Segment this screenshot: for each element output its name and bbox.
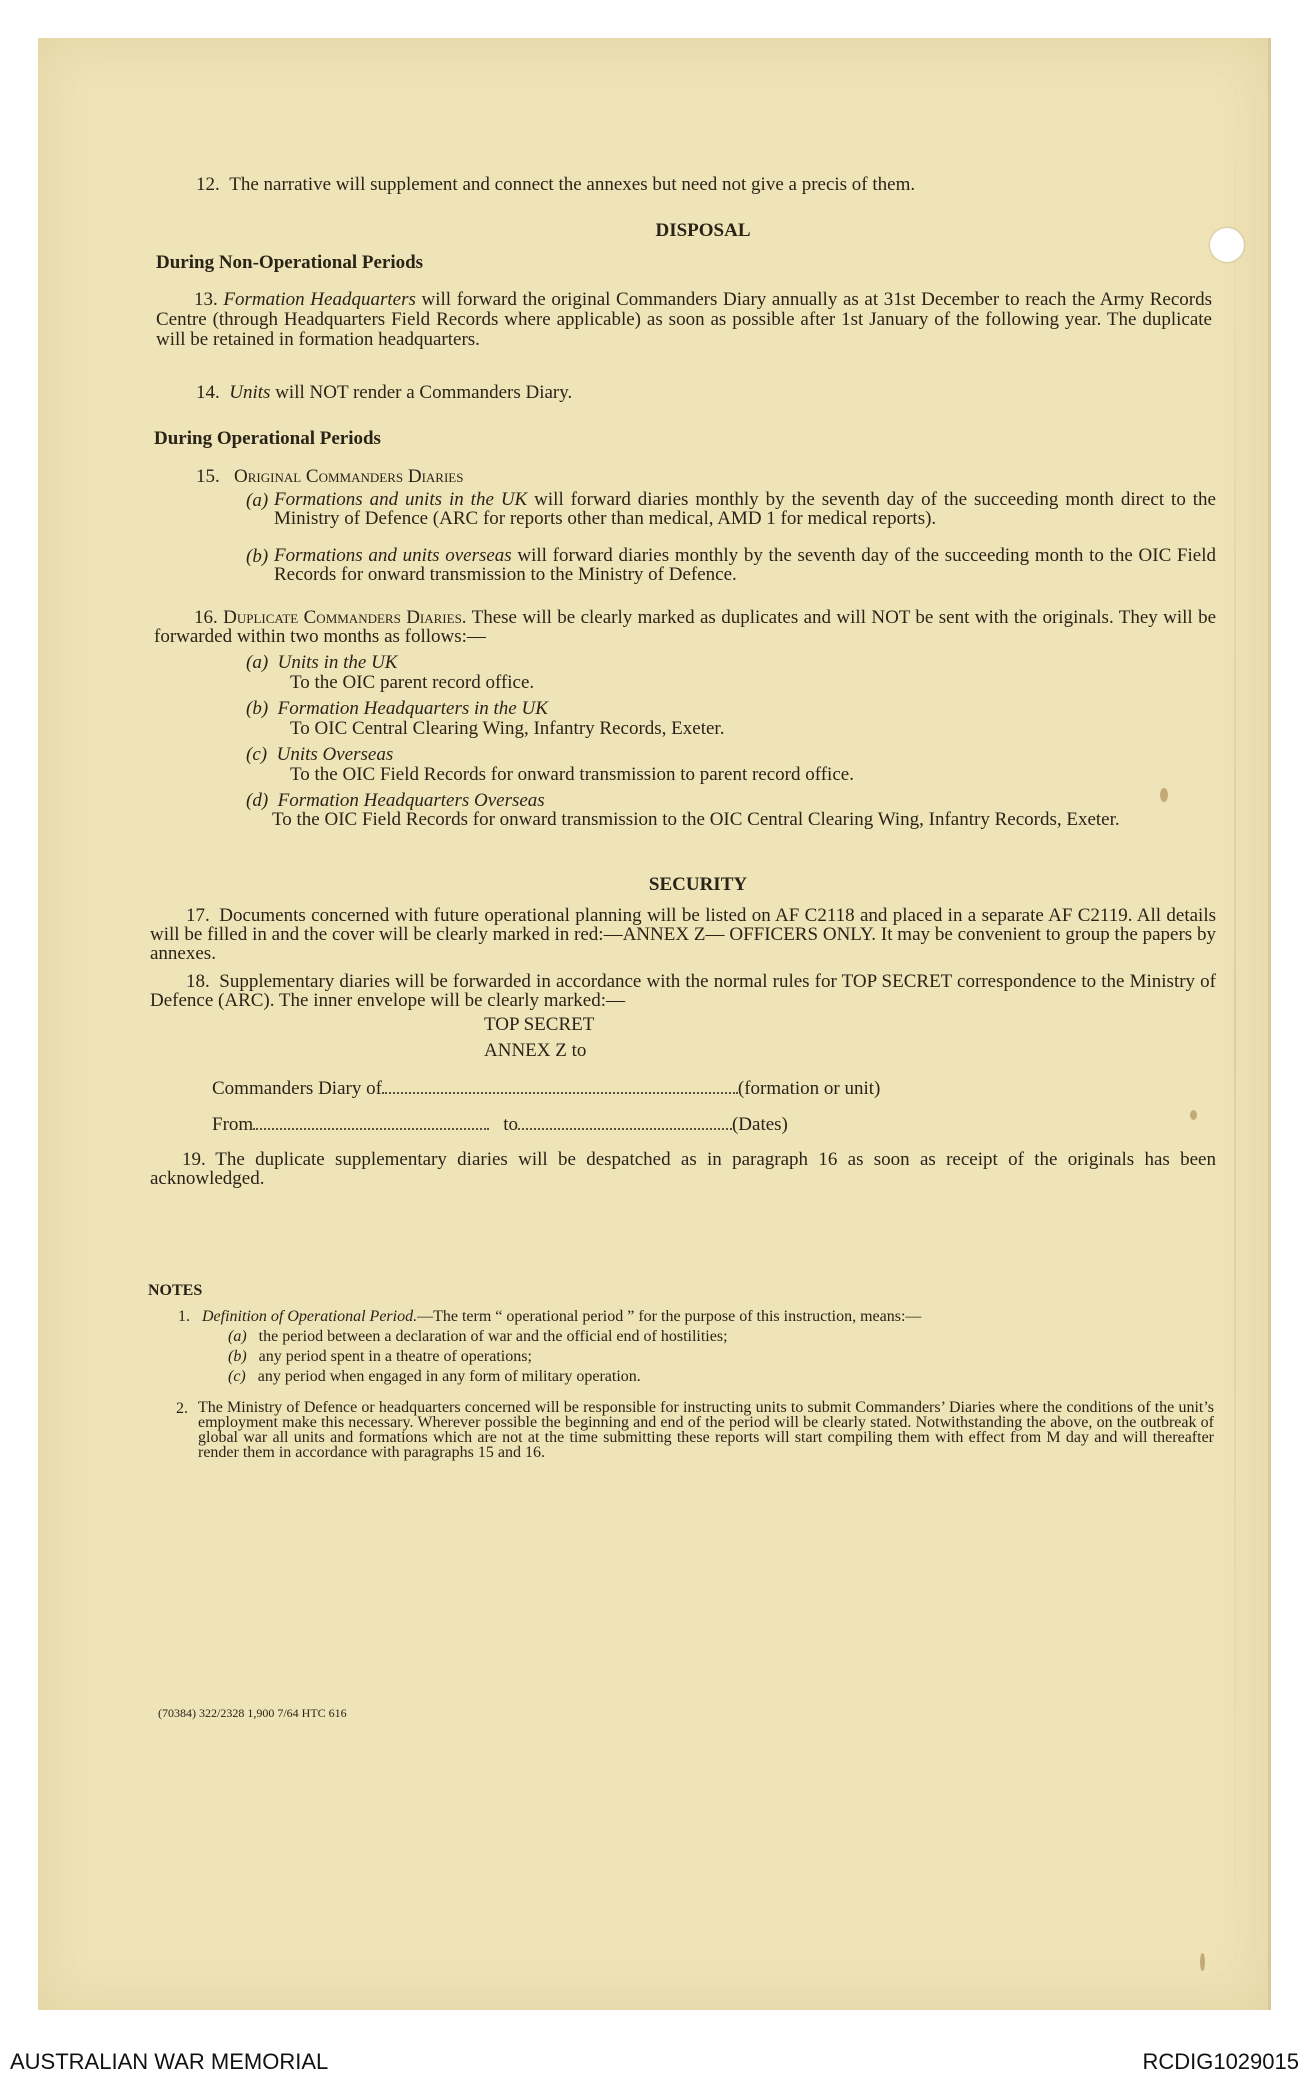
form-dotted-line (382, 1092, 738, 1094)
note-1-text: —The term “ operational period ” for the purpose of this instruction, means:— (417, 1308, 922, 1325)
paragraph-15b (274, 546, 1216, 584)
form-dates-line (212, 1114, 788, 1136)
paragraph-16 (154, 608, 1216, 646)
paragraph-16d-text: To the OIC Field Records for onward transmission to the OIC Central Clearing Wing, Infantry Records, Exeter. (272, 809, 1120, 830)
item-label: (b) (228, 1348, 247, 1365)
item-label: (a) (246, 490, 269, 511)
paragraph-16-number: 16. (194, 607, 218, 628)
paragraph-16a (246, 652, 397, 674)
paragraph-14-lead: Units (229, 382, 271, 403)
document-page (38, 38, 1271, 2010)
note-1c (228, 1368, 641, 1386)
stain-mark (1200, 1953, 1205, 1971)
form-dotted-line (518, 1128, 732, 1130)
operational-heading: During Operational Periods (154, 428, 381, 449)
paragraph-15a-lead: Formations and units in the UK (274, 489, 528, 510)
item-label: (c) (246, 744, 268, 765)
paragraph-16a-lead: Units in the UK (277, 652, 398, 673)
print-code: (70384) 322/2328 1,900 7/64 HTC 616 (158, 1706, 347, 1720)
paragraph-15b-label (246, 546, 268, 568)
stain-mark (1190, 1110, 1197, 1120)
paragraph-13-text: will forward the original Commanders Diary annually as at 31st December to reach the Army Records Centre (through Headquarters Field Records where applicable) as soon as possible after 1st January of the following year. The duplicate will be retained in formation headquarters. (156, 289, 1212, 350)
paragraph-16b-text: To OIC Central Clearing Wing, Infantry Records, Exeter. (290, 718, 725, 739)
item-label: (d) (246, 790, 269, 811)
paragraph-12: 12. The narrative will supplement and connect the annexes but need not give a precis of them. (196, 174, 916, 195)
paragraph-16c (246, 744, 393, 766)
paragraph-16b-lead: Formation Headquarters in the UK (277, 698, 548, 719)
paragraph-14-text: will NOT render a Commanders Diary. (270, 382, 573, 403)
paragraph-15-number: 15. (196, 466, 220, 487)
paragraph-16c-lead: Units Overseas (276, 744, 394, 765)
paragraph-13-lead: Formation Headquarters (223, 289, 416, 310)
paragraph-14-number: 14. (196, 382, 220, 403)
item-label: (c) (228, 1368, 246, 1385)
paragraph-16c-text: To the OIC Field Records for onward transmission to parent record office. (290, 764, 854, 785)
footer-left: AUSTRALIAN WAR MEMORIAL (10, 2049, 329, 2074)
footer-right: RCDIG1029015 (1142, 2049, 1299, 2074)
paragraph-16d-lead: Formation Headquarters Overseas (277, 790, 545, 811)
paragraph-14 (196, 382, 572, 404)
non-operational-heading: During Non-Operational Periods (156, 252, 424, 273)
note-1b-text: any period spent in a theatre of operations; (258, 1348, 532, 1365)
paragraph-16-text: These will be clearly marked as duplicates and will NOT be sent with the originals. They will be forwarded within two months as follows:— (154, 607, 1217, 647)
paragraph-15a-text: will forward diaries monthly by the seventh day of the succeeding month direct to the Ministry of Defence (ARC for reports other than medical, AMD 1 for medical reports). (274, 489, 1216, 529)
paragraph-15a (274, 490, 1216, 528)
note-1-lead: Definition of Operational Period. (202, 1308, 418, 1325)
item-label: (b) (246, 546, 269, 567)
paragraph-19: 19. The duplicate supplementary diaries will be despatched as in paragraph 16 as soon as receipt of the originals has been acknowledged. (150, 1149, 1216, 1189)
paragraph-18: 18. Supplementary diaries will be forwarded in accordance with the normal rules for TOP SECRET correspondence to the Ministry of Defence (ARC). The inner envelope will be clearly marked:— (150, 971, 1216, 1011)
paragraph-15b-lead: Formations and units overseas (274, 545, 512, 566)
note-1b (228, 1348, 532, 1366)
paragraph-13-number: 13. (194, 289, 218, 310)
note-1-number: 1. (178, 1308, 190, 1325)
note-1a (228, 1328, 728, 1346)
form-diary-suffix: (formation or unit) (737, 1078, 881, 1099)
marking-annex-z: ANNEX Z to (484, 1040, 587, 1061)
item-label: (a) (246, 652, 269, 673)
form-from-label: From (212, 1114, 254, 1135)
form-diary-line (212, 1078, 880, 1100)
item-label: (a) (228, 1328, 247, 1345)
paragraph-16-heading: Duplicate Commanders Diaries. (223, 607, 467, 628)
note-1c-text: any period when engaged in any form of military operation. (257, 1368, 641, 1385)
item-label: (b) (246, 698, 269, 719)
paragraph-15a-label (246, 490, 268, 512)
note-2-number: 2. (176, 1400, 188, 1417)
form-dotted-line (253, 1128, 489, 1130)
paragraph-16a-text: To the OIC parent record office. (290, 672, 535, 693)
paragraph-15-heading: Original Commanders Diaries (234, 466, 464, 487)
paragraph-15b-text: will forward diaries monthly by the seventh day of the succeeding month to the OIC Field Records for onward transmission to the Ministry of Defence. (274, 545, 1216, 585)
security-heading: SECURITY (648, 874, 748, 895)
stain-mark (1160, 788, 1168, 802)
note-2: The Ministry of Defence or headquarters concerned will be responsible for instructing units to submit Commanders’ Diaries where the conditions of the unit’s employment make this necessary. Wherever possible the beginning and end of the period will be clearly stated. Notwithstanding the above, on the outbreak of global war all units and formations which are not at the time submitting these reports will start compiling them with effect from M day and will thereafter render them in accordance with paragraphs 15 and 16. (198, 1399, 1214, 1461)
paragraph-17: 17. Documents concerned with future operational planning will be listed on AF C2118 and placed in a separate AF C2119. All details will be filled in and the cover will be clearly marked in red:—ANNEX Z— OFFICERS ONLY. It may be convenient to group the papers by annexes. (150, 905, 1216, 964)
form-diary-label: Commanders Diary of (212, 1078, 382, 1099)
paragraph-13 (156, 290, 1212, 350)
form-to-label: to (503, 1114, 518, 1135)
paragraph-15-title (196, 466, 463, 488)
note-1 (178, 1308, 921, 1326)
form-dates-suffix: (Dates) (731, 1114, 788, 1135)
marking-top-secret: TOP SECRET (484, 1014, 595, 1035)
disposal-heading: DISPOSAL (655, 220, 751, 241)
paragraph-16b (246, 698, 548, 720)
notes-heading: NOTES (148, 1282, 203, 1299)
note-1a-text: the period between a declaration of war and the official end of hostilities; (258, 1328, 728, 1345)
page-edge-shadow (1234, 38, 1236, 2010)
